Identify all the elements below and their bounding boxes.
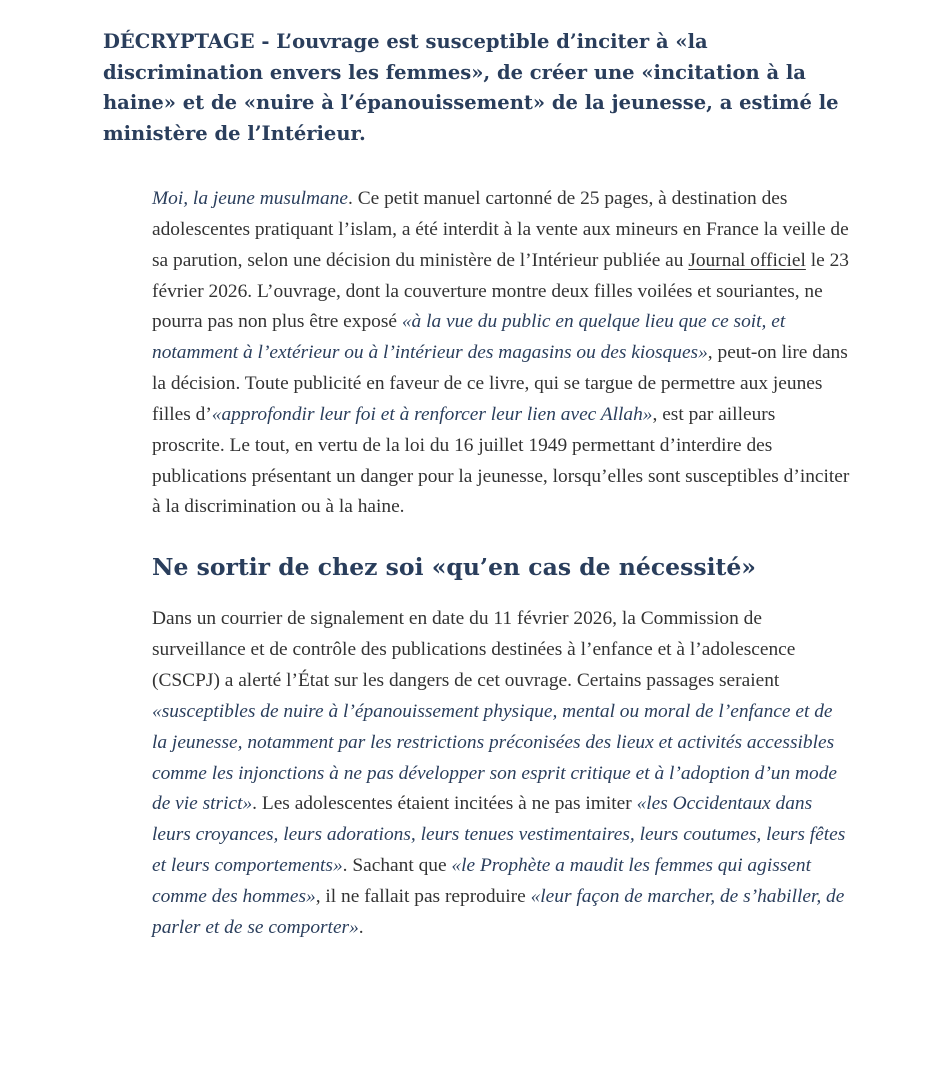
paragraph-text: , il ne fallait pas reproduire <box>315 885 531 907</box>
paragraph-text: , peut-on lire dans la décision. Toute publicité en faveur de ce livre, qui se targue de permettre aux jeunes filles d’ <box>152 342 848 425</box>
paragraph-text: Dans un courrier de signalement en date du 11 février 2026, la Commission de surveillance et de contrôle des publications destinées à l’enfance et à l’adolescence (CSCPJ) a alerté l’État sur les dangers de cet ouvrage. Certains passages seraient <box>152 608 796 691</box>
paragraph-text: . <box>358 916 364 938</box>
paragraph-text: . Ce petit manuel cartonné de 25 pages, à destination des adolescentes pratiquant l’islam, a été interdit à la vente aux mineurs en France la veille de sa parution, selon une décision du ministère de l’Intérieur publiée au <box>152 188 849 271</box>
paragraph-text: le 23 février 2026. L’ouvrage, dont la couverture montre deux filles voilées et souriantes, ne pourra pas non plus être exposé <box>152 249 849 333</box>
paragraph-text: , est par ailleurs proscrite. Le tout, en vertu de la loi du 16 juillet 1949 permettant d’interdire des publications présentant un danger pour la jeunesse, lorsqu’elles sont susceptibles d’inciter à la discrimination ou à la haine. <box>152 403 850 518</box>
paragraph-text: . Sachant que <box>342 855 452 877</box>
journal-officiel-link[interactable]: Journal officiel <box>688 249 806 271</box>
quote: «approfondir leur foi et à renforcer leur lien avec Allah» <box>211 403 653 425</box>
article-lead: DÉCRYPTAGE - L’ouvrage est susceptible d’inciter à «la discrimination envers les femmes», de créer une «incitation à la haine» et de «nuire à l’épanouissement» de la jeunesse, a estimé le ministère de l’Intérieur. <box>103 30 839 146</box>
book-title: Moi, la jeune musulmane <box>152 188 349 209</box>
quote: «susceptibles de nuire à l’épanouissement physique, mental ou moral de l’enfance et de la jeunesse, notamment par les restrictions préconisées des lieux et activités accessibles comme les injonctions à ne pas développer son esprit critique et à l’adoption d’un mode de vie strict» <box>152 700 838 815</box>
quote: «leur façon de marcher, de s’habiller, de parler et de se comporter» <box>152 885 845 938</box>
article-body <box>152 184 852 944</box>
quote: «le Prophète a maudit les femmes qui agissent comme des hommes» <box>152 855 811 907</box>
quote: «à la vue du public en quelque lieu que ce soit, et notamment à l’extérieur ou à l’intérieur des magasins ou des kiosques» <box>152 311 786 364</box>
article-paragraph-2 <box>152 604 852 943</box>
paragraph-text: . Les adolescentes étaient incitées à ne pas imiter <box>252 793 637 815</box>
article-paragraph-1 <box>152 184 852 523</box>
section-heading: Ne sortir de chez soi «qu’en cas de nécessité» <box>152 553 756 582</box>
quote: «les Occidentaux dans leurs croyances, leurs adorations, leurs tenues vestimentaires, leurs coutumes, leurs fêtes et leurs comportements» <box>152 793 846 877</box>
